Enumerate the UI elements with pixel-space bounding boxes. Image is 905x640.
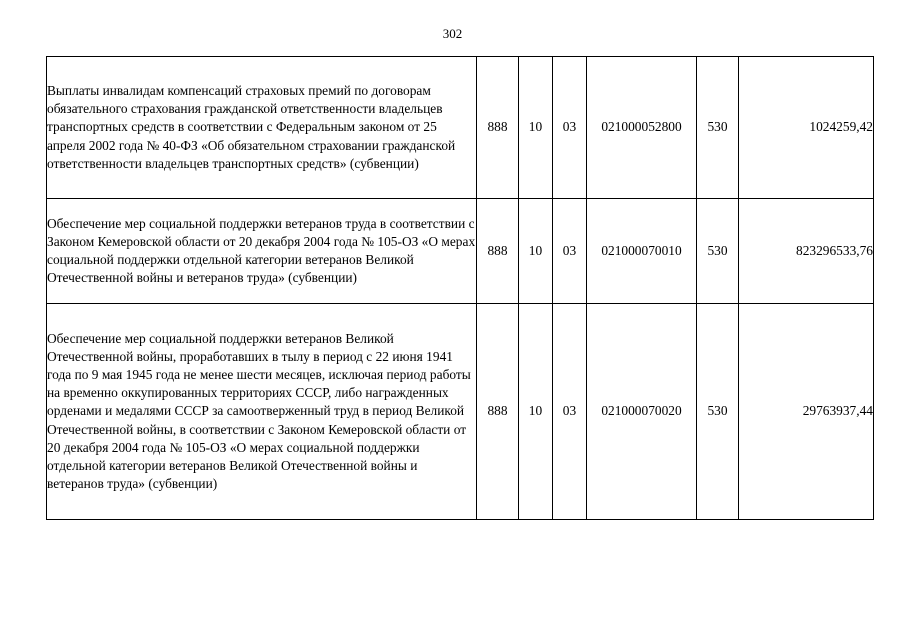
target-article-code: 021000052800 [587, 57, 697, 199]
table-row [47, 304, 874, 520]
row-description: Выплаты инвалидам компенсаций страховых премий по договорам обязательного страхования гражданской ответственности владельцев транспортных средств в соответствии с Федеральным законом от 25 апреля 2002 года № 40-ФЗ «Об обязательном страховании гражданской ответственности владельцев транспортных средств» (субвенции) [47, 57, 477, 199]
target-article-code: 021000070010 [587, 199, 697, 304]
subsection-code: 03 [553, 199, 587, 304]
table-row [47, 199, 874, 304]
target-article-code: 021000070020 [587, 304, 697, 520]
row-description: Обеспечение мер социальной поддержки ветеранов Великой Отечественной войны, проработавших в тылу в период с 22 июня 1941 года по 9 мая 1945 года не менее шести месяцев, исключая период работы на временно оккупированных территориях СССР, либо награжденных орденами и медалями СССР за самоотверженный труд в период Великой Отечественной войны, в соответствии с Законом Кемеровской области от 20 декабря 2004 года № 105-ОЗ «О мерах социальной поддержки отдельной категории ветеранов Великой Отечественной войны и ветеранов труда» (субвенции) [47, 304, 477, 520]
ministry-code: 888 [477, 57, 519, 199]
amount: 1024259,42 [739, 57, 874, 199]
subsection-code: 03 [553, 304, 587, 520]
budget-table [46, 56, 874, 520]
expense-type-code: 530 [697, 57, 739, 199]
section-code: 10 [519, 304, 553, 520]
amount: 823296533,76 [739, 199, 874, 304]
amount: 29763937,44 [739, 304, 874, 520]
table-row [47, 57, 874, 199]
ministry-code: 888 [477, 304, 519, 520]
subsection-code: 03 [553, 57, 587, 199]
expense-type-code: 530 [697, 304, 739, 520]
expense-type-code: 530 [697, 199, 739, 304]
ministry-code: 888 [477, 199, 519, 304]
section-code: 10 [519, 57, 553, 199]
row-description: Обеспечение мер социальной поддержки ветеранов труда в соответствии с Законом Кемеровской области от 20 декабря 2004 года № 105-ОЗ «О мерах социальной поддержки отдельной категории ветеранов Великой Отечественной войны и ветеранов труда» (субвенции) [47, 199, 477, 304]
page-number: 302 [442, 26, 463, 41]
section-code: 10 [519, 199, 553, 304]
